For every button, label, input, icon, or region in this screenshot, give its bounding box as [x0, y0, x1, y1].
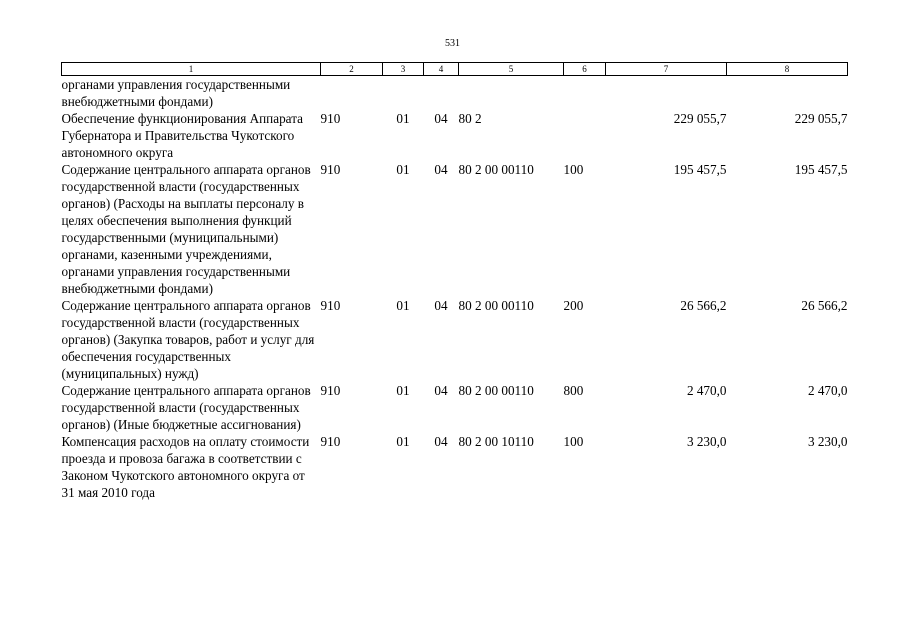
table-row [62, 76, 848, 111]
row-subsection: 04 [434, 162, 448, 177]
row-subsection: 04 [434, 298, 448, 313]
column-header-4: 4 [424, 63, 459, 76]
row-expense-type [564, 110, 606, 161]
table-row [62, 297, 848, 382]
row-target-code: 80 2 00 10110 [458, 434, 534, 449]
row-section: 01 [396, 111, 410, 126]
row-amount-1: 26 566,2 [680, 298, 727, 313]
row-name: органами управления государственными внебюджетными фондами) [61, 77, 291, 109]
column-header-3: 3 [383, 63, 424, 76]
row-subsection: 04 [434, 383, 448, 398]
row-section: 01 [396, 434, 410, 449]
row-target-code: 80 2 00 00110 [458, 298, 534, 313]
row-section: 01 [396, 162, 410, 177]
row-amount-2: 229 055,7 [794, 111, 848, 126]
row-amount-1: 2 470,0 [686, 383, 727, 398]
row-name: Обеспечение функционирования Аппарата Губернатора и Правительства Чукотского автономного округа [61, 111, 303, 160]
budget-table [61, 62, 848, 501]
row-ministry: 910 [320, 111, 341, 126]
row-expense-type [564, 76, 606, 111]
row-amount-2: 195 457,5 [794, 162, 848, 177]
row-target-code: 80 2 [458, 111, 482, 126]
row-name: Содержание центрального аппарата органов государственной власти (государственных органов) (Иные бюджетные ассигнования) [61, 383, 311, 432]
column-header-2: 2 [321, 63, 383, 76]
row-amount-1 [606, 76, 727, 111]
row-ministry: 910 [320, 383, 341, 398]
row-ministry: 910 [320, 162, 341, 177]
row-amount-1: 229 055,7 [673, 111, 727, 126]
row-name: Содержание центрального аппарата органов государственной власти (государственных органов) (Расходы на выплаты персоналу в целях обеспечения выполнения функций государственными (муниципальными) органами, казенными учреждениями, органами управления государственными внебюджетными фондами) [61, 162, 311, 296]
column-header-7: 7 [606, 63, 727, 76]
table-row [62, 110, 848, 161]
row-name: Содержание центрального аппарата органов государственной власти (государственных органов) (Закупка товаров, работ и услуг для обеспечения государственных (муниципальных) нужд) [61, 298, 315, 381]
row-amount-1: 3 230,0 [686, 434, 727, 449]
row-expense-type: 200 [563, 298, 584, 313]
row-section: 01 [396, 383, 410, 398]
table-row [62, 161, 848, 297]
row-target-code [459, 76, 564, 111]
table-row [62, 433, 848, 501]
column-header-8: 8 [727, 63, 848, 76]
row-amount-1: 195 457,5 [673, 162, 727, 177]
row-ministry: 910 [320, 434, 341, 449]
row-target-code: 80 2 00 00110 [458, 383, 534, 398]
row-subsection: 04 [434, 111, 448, 126]
row-expense-type: 100 [563, 162, 584, 177]
row-ministry [321, 76, 383, 111]
column-header-5: 5 [459, 63, 564, 76]
row-amount-2 [727, 76, 848, 111]
row-amount-2: 26 566,2 [801, 298, 848, 313]
row-expense-type: 100 [563, 434, 584, 449]
row-ministry: 910 [320, 298, 341, 313]
page-number: 531 [445, 38, 460, 49]
column-header-6: 6 [564, 63, 606, 76]
row-subsection [424, 76, 459, 111]
row-section [383, 76, 424, 111]
table-row [62, 382, 848, 433]
row-amount-2: 3 230,0 [807, 434, 848, 449]
row-subsection: 04 [434, 434, 448, 449]
column-number-header [62, 63, 848, 76]
row-amount-2: 2 470,0 [807, 383, 848, 398]
row-section: 01 [396, 298, 410, 313]
column-header-1: 1 [62, 63, 321, 76]
row-name: Компенсация расходов на оплату стоимости проезда и провоза багажа в соответствии с Законом Чукотского автономного округа от 31 мая 2010 года [61, 434, 310, 500]
row-target-code: 80 2 00 00110 [458, 162, 534, 177]
row-expense-type: 800 [563, 383, 584, 398]
